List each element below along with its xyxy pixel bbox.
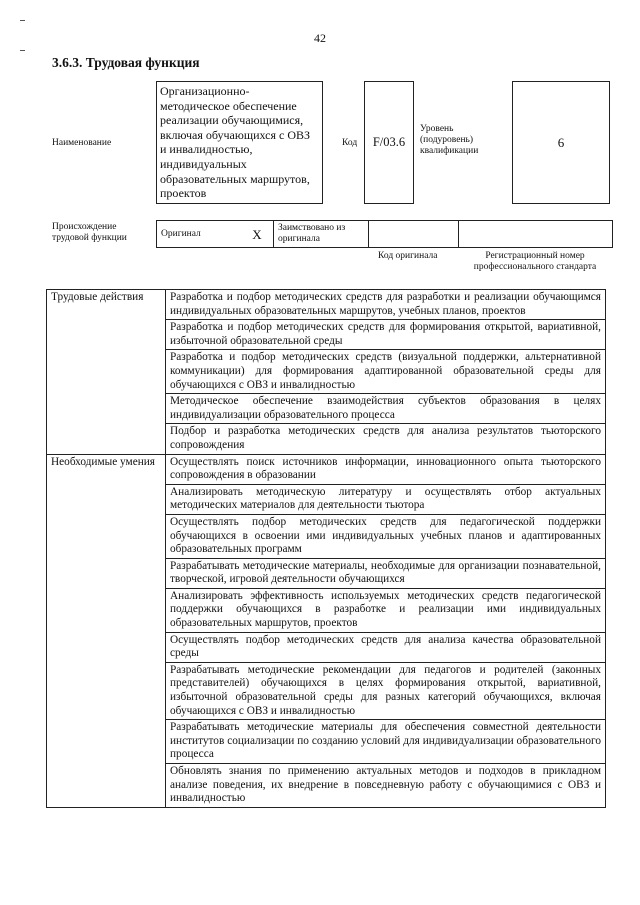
- table-cell-item: Осуществлять поиск источников информации, инновационного опыта тьюторского сопровождения в образовании: [166, 454, 606, 484]
- scan-mark: [20, 50, 25, 51]
- scan-mark: [20, 20, 25, 21]
- origin-borrowed-label: Заимствовано из оригинала: [274, 221, 369, 248]
- level-label: Уровень (подуровень) квалификации: [420, 124, 479, 156]
- table-cell-item: Осуществлять подбор методических средств для анализа качества образовательной среды: [166, 632, 606, 662]
- main-table: [46, 289, 606, 808]
- table-cell-item: Методическое обеспечение взаимодействия субъектов образования в целях индивидуализации образовательного процесса: [166, 394, 606, 424]
- labor-actions-label: Трудовые действия: [47, 290, 166, 455]
- table-row: [47, 454, 606, 484]
- origin-table: [156, 220, 613, 248]
- table-cell-item: Обновлять знания по применению актуальных методов и подходов в прикладном анализе поведения, их внедрение в повседневную работу с обучающимися с ОВЗ и инвалидностью: [166, 764, 606, 808]
- origin-code-cell: [369, 221, 459, 248]
- table-cell-item: Разрабатывать методические материалы, необходимые для организации познавательной, творческой, игровой деятельности обучающихся: [166, 558, 606, 588]
- function-code: F/03.6: [372, 135, 406, 149]
- origin-original-label: Оригинал: [157, 221, 242, 248]
- function-code-box: [364, 81, 414, 204]
- table-cell-item: Разрабатывать методические рекомендации для педагогов и родителей (законных представителей) обучающихся в целях формирования открытой, вариативной, избыточной образовательной среды для разных категорий обучающихся, включая обучающихся с ОВЗ и инвалидностью: [166, 662, 606, 719]
- required-skills-section: [47, 454, 606, 807]
- table-row: [47, 290, 606, 320]
- table-cell-item: Осуществлять подбор методических средств для педагогической поддержки обучающихся в освоении ими индивидуальных учебных планов и адаптированных образовательных программ: [166, 514, 606, 558]
- origin-code-caption: Код оригинала: [378, 251, 438, 261]
- name-label: Наименование: [52, 138, 112, 148]
- qualification-level: 6: [557, 134, 565, 150]
- table-cell-item: Анализировать эффективность используемых методических средств педагогической поддержки обучающихся в разработке и реализации ими индивидуальных образовательных маршрутов, проектов: [166, 588, 606, 632]
- required-skills-label: Необходимые умения: [47, 454, 166, 807]
- origin-reg-cell: [459, 221, 613, 248]
- table-cell-item: Подбор и разработка методических средств для анализа результатов тьюторского сопровождения: [166, 424, 606, 454]
- origin-original-mark: X: [241, 221, 274, 248]
- origin-label: Происхождение трудовой функции: [52, 222, 127, 243]
- table-cell-item: Разрабатывать методические материалы для обеспечения совместной деятельности институтов социализации по созданию условий для индивидуализации образовательного процесса: [166, 720, 606, 764]
- section-title: 3.6.3. Трудовая функция: [52, 55, 200, 70]
- table-cell-item: Разработка и подбор методических средств для разработки и реализации обучающимся индивидуальных образовательных маршрутов, учебных планов, проектов: [166, 290, 606, 320]
- table-cell-item: Разработка и подбор методических средств для формирования открытой, вариативной, избыточной образовательной среды: [166, 320, 606, 350]
- table-cell-item: Разработка и подбор методических средств (визуальной поддержки, альтернативной коммуникации) для формирования адаптированной образовательной среды для обучающихся с ОВЗ и инвалидностью: [166, 350, 606, 394]
- page-number: 42: [314, 31, 326, 45]
- code-label: Код: [342, 138, 358, 148]
- origin-reg-caption: Регистрационный номер профессионального стандарта: [473, 251, 597, 272]
- table-cell-item: Анализировать методическую литературу и осуществлять отбор актуальных методических материалов для деятельности тьютора: [166, 484, 606, 514]
- qualification-level-box: [512, 81, 610, 204]
- labor-actions-section: [47, 290, 606, 455]
- function-name-box: Организационно-методическое обеспечение реализации обучающимися, включая обучающихся с ОВЗ и инвалидностью, индивидуальных образовательных маршрутов, проектов: [156, 81, 323, 204]
